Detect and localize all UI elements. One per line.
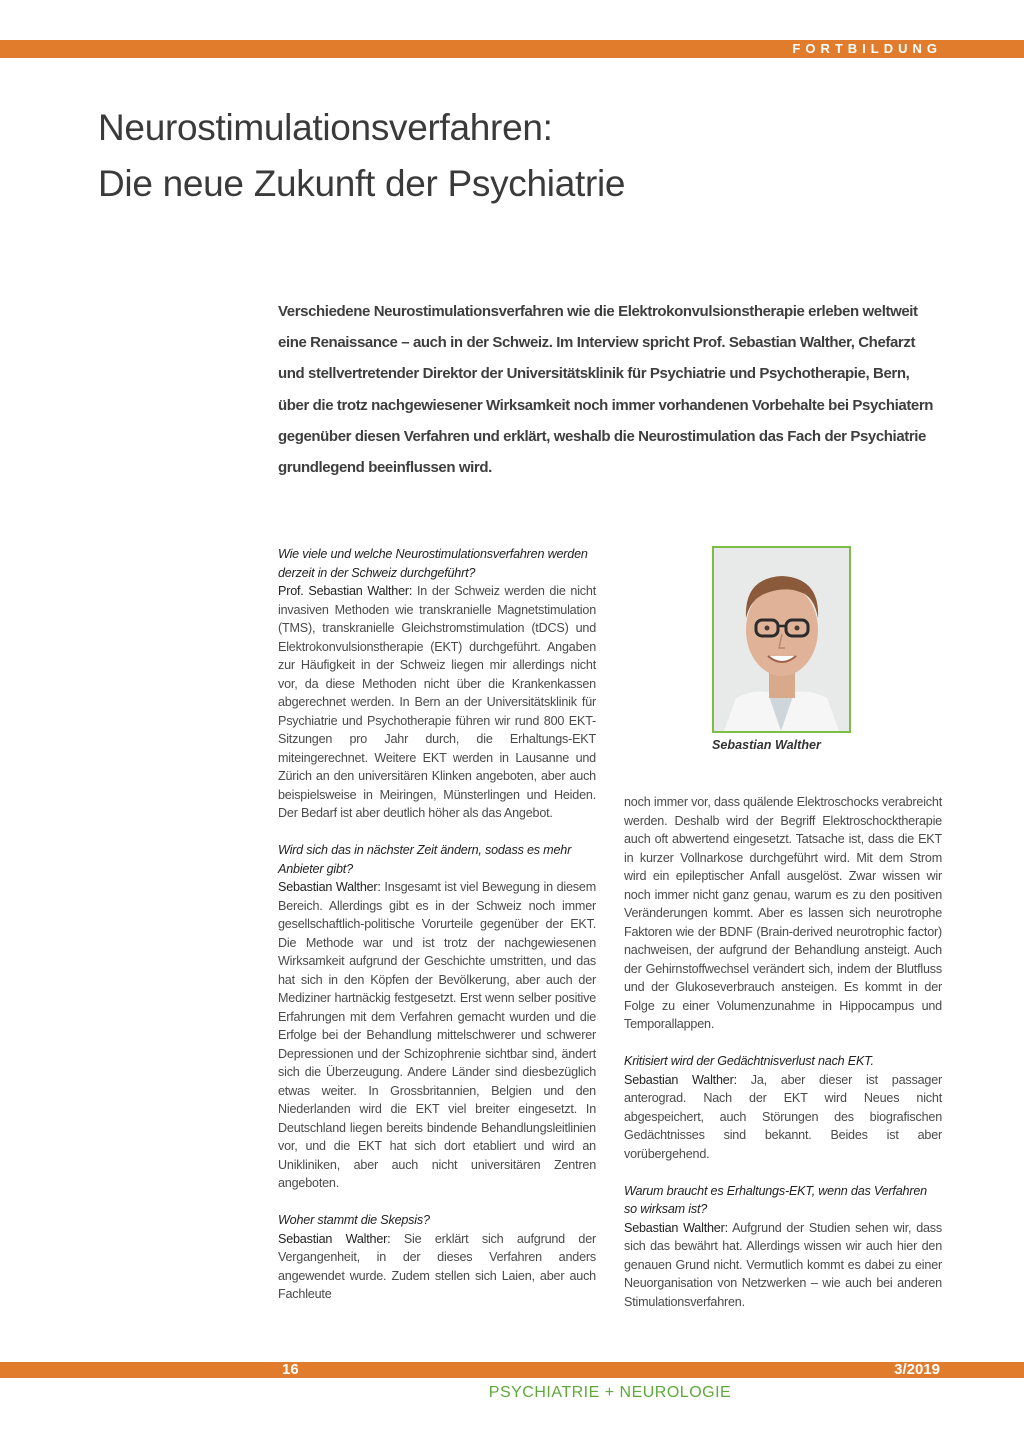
lead-paragraph: Verschiedene Neurostimulationsverfahren wie die Elektrokonvulsionstherapie erleben weltweit eine Renaissance – auch in der Schweiz. Im Interview spricht Prof. Sebastian Walther, Chefarzt und stellvertretender Direktor der Universitätsklinik für Psychiatrie und Psychotherapie, Bern, über die trotz nachgewiesener Wirksamkeit noch immer vorhandenen Vorbehalte bei Psychiatern gegenüber diesen Verfahren und erklärt, weshalb die Neurostimulation das Fach der Psychiatrie grundlegend beeinflussen wird. [278, 303, 934, 477]
interview-question: Warum braucht es Erhaltungs-EKT, wenn das Verfahren so wirksam ist? [624, 1183, 927, 1216]
interview-answer: Aufgrund der Studien sehen wir, dass sich das bewährt hat. Allerdings wissen wir auch hier den genauen Grund nicht. Vermutlich kommt es dabei zu einer Neuorganisation von Netzwerken – wie auch bei anderen Stimulationsverfahren. [624, 1220, 942, 1309]
interview-answer: Insgesamt ist viel Bewegung in diesem Bereich. Allerdings gibt es in der Schweiz noch immer gesellschaftlich-politische Vorurteile gegenüber der EKT. Die Methode war und ist trotz der nachgewiesenen Wirksamkeit aufgrund der Geschichte umstritten, und das hat sich in den Köpfen der Bevölkerung, aber auch der Mediziner hartnäckig festgesetzt. Erst wenn selber positive Erfahrungen mit dem Verfahren gemacht wurden und die Erfolge bei der Behandlung mittelschwerer und schwerer Depressionen und der Schizophrenie sichtbar sind, ändert sich die Überzeugung. Andere Länder sind diesbezüglich etwas weiter. In Grossbritannien, Belgien und den Niederlanden wird die EKT viel breiter eingesetzt. In Deutschland liegen bereits bindende Behandlungsleitlinien vor, und die EKT hat sich dort etabliert und wird an Unikliniken, aber auch nicht universitären Zentren angeboten. [278, 880, 596, 1190]
journal-name: PSYCHIATRIE + NEUROLOGIE [488, 1384, 732, 1401]
interview-question: Wie viele und welche Neurostimulationsverfahren werden derzeit in der Schweiz durchgeführt? [278, 547, 588, 580]
interview-answer: Ja, aber dieser ist passager anterograd. Nach der EKT wird Neues nicht abgespeichert, auch Störungen des biografischen Gedächtnisses sind bekannt. Beides ist aber vorübergehend. [624, 1072, 942, 1161]
portrait-illustration [714, 548, 849, 731]
interview-question: Woher stammt die Skepsis? [278, 1213, 430, 1227]
header-bar [0, 40, 1024, 58]
article-title-line-1: Neurostimulationsverfahren: [98, 107, 553, 148]
speaker-label: Sebastian Walther: [624, 1220, 733, 1235]
speaker-label: Sebastian Walther: [278, 1231, 404, 1246]
qa-block [278, 1211, 596, 1304]
interview-answer: In der Schweiz werden die nicht invasiven Methoden wie transkranielle Magnetstimulation (TMS), transkranielle Gleichstromstimulation (tDCS) und Elektrokonvulsionstherapie (EKT) durchgeführt. Angaben zur Häufigkeit in der Schweiz liegen mir allerdings nicht vor, da diese Methoden nicht über die Krankenkassen abgerechnet werden. In Bern an der Universitätsklinik für Psychiatrie und Psychotherapie führen wir rund 800 EKT-Sitzungen pro Jahr durch, die Erhaltungs-EKT miteingerechnet. Weitere EKT werden in Lausanne und Zürich an den universitären Klinken angeboten, aber auch beispielsweise in Meiringen, Münsterlingen und Heiden. Der Bedarf ist aber deutlich höher als das Angebot. [278, 584, 597, 820]
photo-caption: Sebastian Walther [712, 738, 821, 752]
speaker-label: Prof. Sebastian Walther: [278, 584, 417, 598]
section-label: FORTBILDUNG [792, 41, 942, 56]
right-column [624, 793, 942, 1330]
issue-number: 3/2019 [894, 1361, 940, 1378]
interview-answer: noch immer vor, dass quälende Elektroschocks verabreicht werden. Deshalb wird der Begriff Elektroschocktherapie auch oft abwertend eingesetzt. Tatsache ist, dass die EKT in kurzer Vollnarkose durchgeführt wird. Mit dem Strom wird ein epileptischer Anfall ausgelöst. Zwar wissen wir noch immer nicht ganz genau, warum es zu den positiven Veränderungen kommt. Aber es lassen sich neurotrophe Faktoren wie der BDNF (Brain-derived neurotrophic factor) nachweisen, der aufgrund der Behandlung ansteigt. Auch der Gehirnstoffwechsel verändert sich, indem der Blutfluss und der Glukoseverbrauch ansteigen. Es kommt in der Folge zu einer Volumenzunahme in Hippocampus und Temporallappen. [624, 795, 942, 1031]
speaker-label: Sebastian Walther: [278, 880, 385, 894]
speaker-label: Sebastian Walther: [624, 1072, 751, 1087]
interview-question: Kritisiert wird der Gedächtnisverlust nach EKT. [624, 1054, 874, 1068]
footer-bar [0, 1362, 1024, 1378]
qa-block [624, 1182, 942, 1312]
portrait-photo [712, 546, 851, 733]
left-column [278, 545, 596, 1322]
qa-block [624, 1052, 942, 1163]
article-title [98, 100, 958, 212]
article-title-line-2: Die neue Zukunft der Psychiatrie [98, 163, 626, 204]
interview-answer: Sie erklärt sich aufgrund der Vergangenheit, in der dieses Verfahren anders angewendet wurde. Zudem stellen sich Laien, aber auch Fachleute [278, 1231, 596, 1301]
interview-question: Wird sich das in nächster Zeit ändern, sodass es mehr Anbieter gibt? [278, 843, 572, 876]
qa-block [624, 793, 942, 1034]
page-number: 16 [282, 1361, 299, 1378]
qa-block [278, 841, 596, 1193]
qa-block [278, 545, 596, 823]
